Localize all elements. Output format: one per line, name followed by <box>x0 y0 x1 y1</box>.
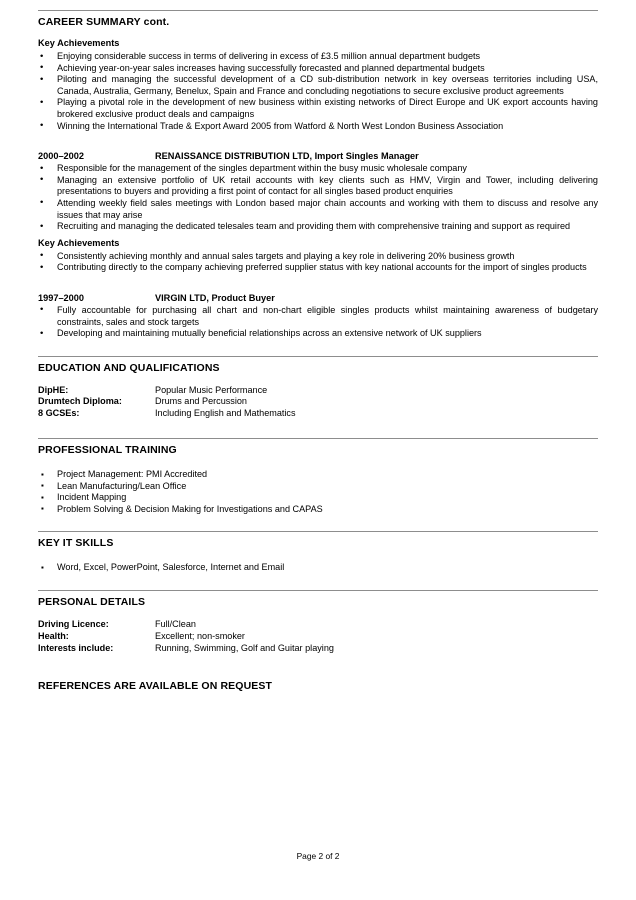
section-heading-professional-training: PROFESSIONAL TRAINING <box>38 444 177 457</box>
section-heading-career-summary: CAREER SUMMARY cont. <box>38 16 170 28</box>
personal-details-rows <box>38 619 598 654</box>
document-body <box>38 0 598 693</box>
job-title: VIRGIN LTD, Product Buyer <box>155 292 275 303</box>
personal-details-value: Excellent; non-smoker <box>155 630 245 641</box>
personal-details-term: Health: <box>38 630 69 641</box>
education-row <box>38 408 598 420</box>
page-footer: Page 2 of 2 <box>296 851 340 861</box>
personal-details-row <box>38 619 598 631</box>
personal-details-value: Full/Clean <box>155 619 196 630</box>
job-dates: 2000–2002 <box>38 151 84 162</box>
list-item: • Piloting and managing the successful development of a CD sub-distribution network in key overseas territories including USA, Canada, Australia, Germany, Benelux, Spain and France and concluding negotiations to secure exclusive product agreements <box>38 74 598 97</box>
personal-details-row <box>38 643 598 655</box>
list-item: ▪ Incident Mapping <box>38 492 598 504</box>
education-term: Drumtech Diploma: <box>38 396 122 407</box>
list-professional-training <box>38 469 598 515</box>
list-renaissance-duties <box>38 163 598 233</box>
personal-details-term: Interests include: <box>38 642 114 653</box>
list-item: • Contributing directly to the company achieving preferred supplier status with key national accounts for the import of singles products <box>38 262 598 274</box>
education-value: Popular Music Performance <box>155 384 268 395</box>
list-item: • Developing and maintaining mutually beneficial relationships across an extensive network of UK suppliers <box>38 328 598 340</box>
education-row <box>38 385 598 397</box>
list-virgin-duties <box>38 305 598 340</box>
section-divider-professional-training <box>38 438 598 439</box>
section-divider-key-it-skills <box>38 531 598 532</box>
education-value: Drums and Percussion <box>155 396 247 407</box>
list-item: • Consistently achieving monthly and annual sales targets and playing a key role in delivering 20% business growth <box>38 251 598 263</box>
education-term: DipHE: <box>38 384 69 395</box>
list-item: • Enjoying considerable success in terms of delivering in excess of £3.5 million annual department budgets <box>38 51 598 63</box>
list-renaissance-achievements <box>38 251 598 274</box>
education-value: Including English and Mathematics <box>155 408 296 419</box>
list-key-it-skills <box>38 562 598 574</box>
job-entry-header-virgin <box>38 292 598 305</box>
list-item: • Recruiting and managing the dedicated telesales team and providing them with comprehensive training and support as required <box>38 221 598 233</box>
section-heading-personal-details: PERSONAL DETAILS <box>38 596 146 609</box>
list-item: • Playing a pivotal role in the development of new business within existing networks of Direct Europe and UK export accounts having brokered exclusive product deals and campaigns <box>38 97 598 120</box>
personal-details-term: Driving Licence: <box>38 619 109 630</box>
list-item: • Achieving year-on-year sales increases having successfully forecasted and planned departmental budgets <box>38 63 598 75</box>
list-item: • Fully accountable for purchasing all chart and non-chart eligible singles products whilst maintaining awareness of budgetary constraints, sales and stock targets <box>38 305 598 328</box>
list-career-summary-achievements <box>38 51 598 132</box>
list-item: • Managing an extensive portfolio of UK retail accounts with key clients such as HMV, Virgin and Tower, including delivering presentations to buyers and providing a first point of contact for all singles based product enquiries <box>38 175 598 198</box>
list-item: ▪ Lean Manufacturing/Lean Office <box>38 481 598 493</box>
section-heading-education: EDUCATION AND QUALIFICATIONS <box>38 361 220 374</box>
references-statement: REFERENCES ARE AVAILABLE ON REQUEST <box>38 680 273 693</box>
personal-details-value: Running, Swimming, Golf and Guitar playing <box>155 642 334 653</box>
education-term: 8 GCSEs: <box>38 408 80 419</box>
list-item: ▪ Word, Excel, PowerPoint, Salesforce, Internet and Email <box>38 562 598 574</box>
subheading-key-achievements-renaissance: Key Achievements <box>38 237 120 248</box>
section-heading-key-it-skills: KEY IT SKILLS <box>38 537 114 550</box>
section-divider-education <box>38 356 598 357</box>
subheading-key-achievements-career-summary: Key Achievements <box>38 38 120 48</box>
list-item: ▪ Problem Solving & Decision Making for Investigations and CAPAS <box>38 504 598 516</box>
education-rows <box>38 385 598 420</box>
list-item: • Attending weekly field sales meetings with London based major chain accounts and working with them to discuss and resolve any issues that may arise <box>38 198 598 221</box>
section-divider-career-summary <box>38 10 598 11</box>
education-row <box>38 396 598 408</box>
section-divider-personal-details <box>38 590 598 591</box>
job-dates: 1997–2000 <box>38 292 84 303</box>
job-title: RENAISSANCE DISTRIBUTION LTD, Import Singles Manager <box>155 151 419 162</box>
job-entry-header-renaissance <box>38 150 598 163</box>
list-item: • Responsible for the management of the singles department within the busy music wholesale company <box>38 163 598 175</box>
list-item: • Winning the International Trade & Export Award 2005 from Watford & North West London Business Association <box>38 121 598 133</box>
list-item: ▪ Project Management: PMI Accredited <box>38 469 598 481</box>
personal-details-row <box>38 631 598 643</box>
